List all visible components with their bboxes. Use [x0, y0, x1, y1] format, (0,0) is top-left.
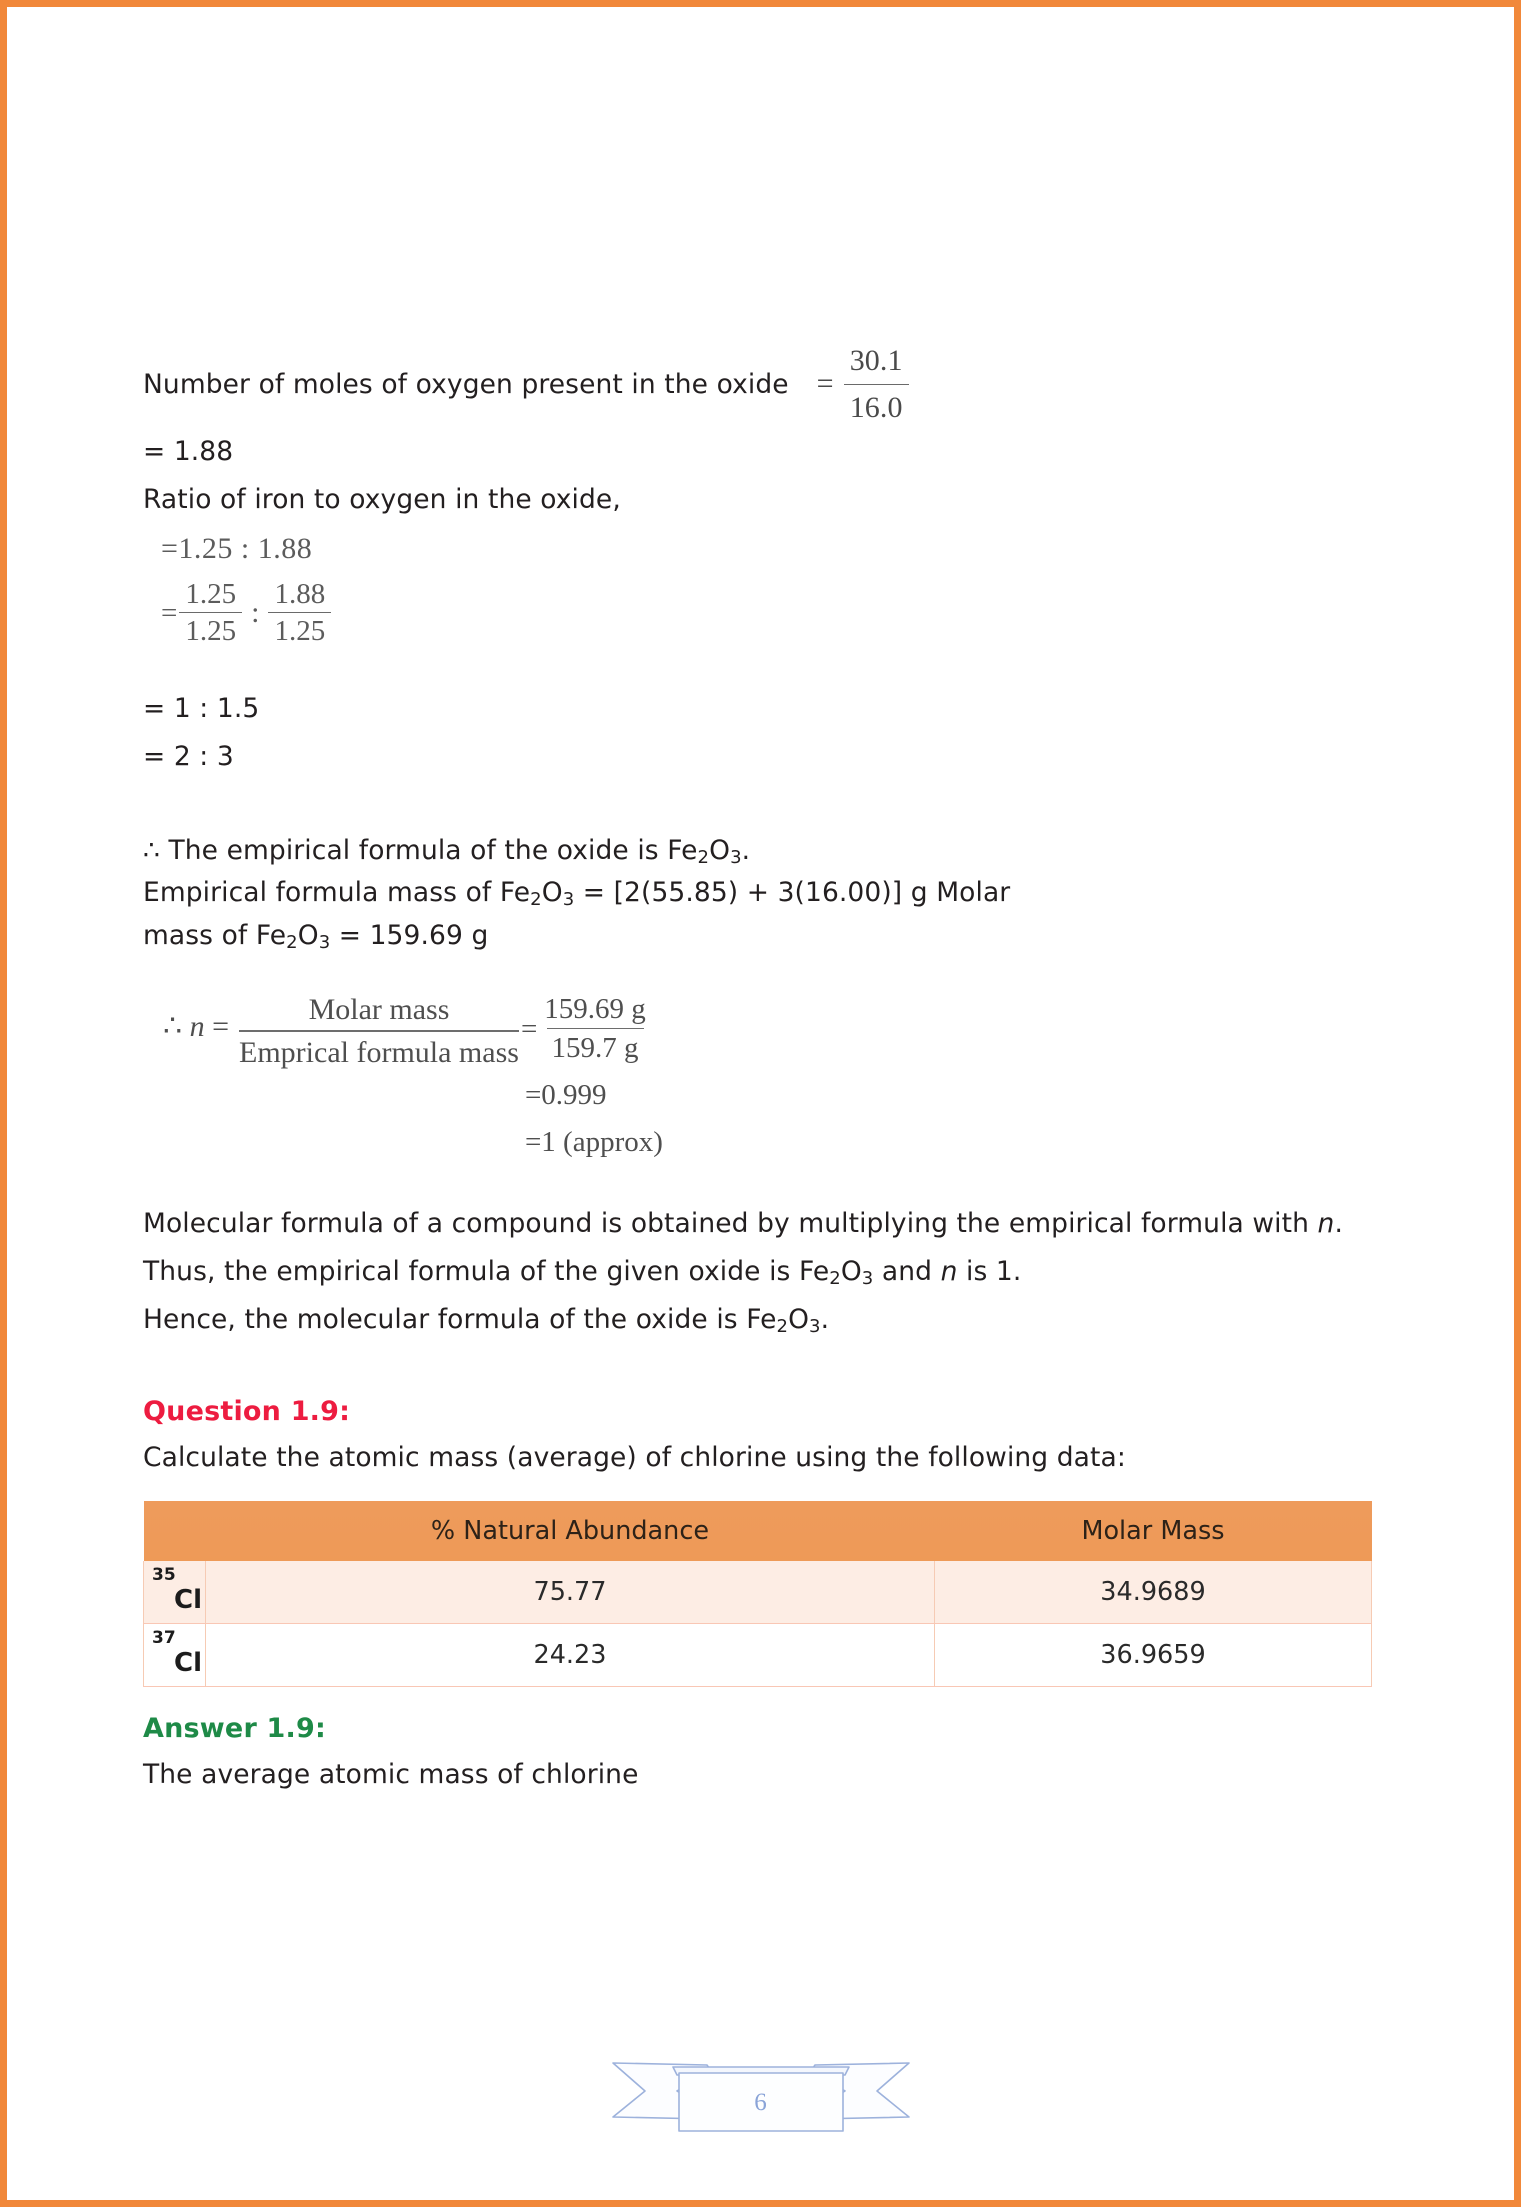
table-header-row: [144, 1501, 1372, 1561]
ratio-label: Ratio of iron to oxygen in the oxide,: [143, 483, 621, 515]
column-header-abundance: % Natural Abundance: [206, 1501, 935, 1561]
n-equation-lead: [163, 973, 229, 1044]
closing-text-2c: is 1.: [957, 1255, 1022, 1287]
oxygen-symbol: O: [709, 834, 731, 866]
n-variable: n: [189, 1010, 205, 1044]
ratio-right-fraction: [268, 578, 331, 648]
fraction-equals: =: [816, 367, 834, 401]
molar-mass-line: [143, 917, 1393, 956]
answer-text: The average atomic mass of chlorine: [143, 1758, 639, 1790]
oxygen-symbol: O: [840, 1255, 862, 1287]
isotope-mass-number: 35: [152, 1564, 176, 1585]
ratio-left-fraction: [179, 578, 242, 648]
n-variable: n: [1317, 1208, 1335, 1240]
oxygen-symbol: O: [788, 1304, 810, 1336]
column-header-isotope: [144, 1501, 206, 1561]
table-row: [144, 1561, 1372, 1624]
column-header-molar-mass: Molar Mass: [935, 1501, 1372, 1561]
molar-mass-text-1: mass of Fe: [143, 919, 287, 951]
empirical-mass-line: [143, 874, 1393, 913]
fraction-numerator: Molar mass: [308, 993, 450, 1027]
question-text: Calculate the atomic mass (average) of chlorine using the following data:: [143, 1441, 1126, 1473]
fraction-numerator: 30.1: [849, 344, 903, 377]
therefore-empirical-line: [143, 832, 1393, 871]
fraction-denominator: 159.7 g: [547, 1028, 644, 1065]
oxygen-symbol: O: [297, 919, 319, 951]
ratio-equals: =: [161, 596, 178, 629]
o-subscript: 3: [809, 1316, 821, 1338]
n-variable: n: [940, 1255, 958, 1287]
closing-line-3: [143, 1301, 1393, 1340]
second-equals: =: [520, 1012, 538, 1045]
molar-mass-text-2: = 159.69 g: [330, 919, 489, 951]
period: .: [1334, 1208, 1343, 1240]
spacer: [143, 786, 1393, 832]
data-table: [143, 1501, 1372, 1687]
fraction-denominator: Emprical formula mass: [239, 1030, 519, 1070]
moles-oxygen-result: = 1.88: [143, 436, 234, 468]
isotope-cell: [144, 1623, 206, 1686]
page-canvas: [7, 7, 1514, 2200]
therefore-symbol: ∴: [163, 1010, 183, 1044]
o-subscript: 3: [318, 931, 331, 953]
n-value-fraction-row: [521, 993, 663, 1065]
question-heading: Question 1.9:: [143, 1395, 351, 1427]
o-subscript: 3: [562, 889, 575, 911]
table-body: [144, 1561, 1372, 1687]
empirical-mass-text-2: = [2(55.85) + 3(16.00)] g Molar: [574, 877, 1011, 909]
ratio-left-numerator: 1.25: [185, 578, 237, 611]
molar-mass-cell: 36.9659: [935, 1623, 1372, 1686]
ratio-line-2: [161, 578, 1393, 648]
closing-text-2a: Thus, the empirical formula of the given oxide is Fe: [143, 1255, 830, 1287]
fe-subscript: 2: [829, 1267, 841, 1289]
ratio-colon: :: [251, 596, 260, 630]
closing-line-1: [143, 1205, 1393, 1243]
page-number-ribbon: [611, 2045, 911, 2137]
spacer: [143, 1350, 1393, 1396]
fraction-denominator: 16.0: [844, 384, 909, 430]
ratio-right-numerator: 1.88: [274, 578, 326, 611]
closing-text-2b: and: [873, 1255, 941, 1287]
molar-over-empirical-fraction: [239, 973, 519, 1070]
period: .: [820, 1304, 830, 1336]
fe-subscript: 2: [776, 1316, 789, 1338]
o-subscript: 3: [730, 846, 742, 868]
abundance-cell: 75.77: [206, 1561, 935, 1624]
closing-line-2: [143, 1253, 1393, 1292]
spacer: [143, 1687, 1393, 1713]
isotope-mass-number: 37: [152, 1627, 176, 1648]
moles-oxygen-fraction: [817, 340, 911, 429]
moles-oxygen-label: Number of moles of oxygen present in the oxide: [143, 368, 789, 400]
table-row: [144, 1623, 1372, 1686]
ratio-right-denominator: 1.25: [268, 612, 331, 648]
answer-heading: Answer 1.9:: [143, 1712, 326, 1744]
abundance-cell: 24.23: [206, 1623, 935, 1686]
n-equals: =: [212, 1010, 230, 1044]
isotope-symbol: Cl: [174, 1584, 202, 1615]
page-number: 6: [754, 2089, 767, 2116]
spacer: [143, 1159, 1393, 1205]
n-result-2: =1 (approx): [524, 1126, 663, 1159]
fe-subscript: 2: [530, 889, 542, 911]
table-header: [144, 1501, 1372, 1561]
fe-subscript: 2: [286, 931, 298, 953]
ratio-result-1: = 1 : 1.5: [143, 693, 260, 725]
fe-subscript: 2: [697, 846, 710, 868]
oxygen-symbol: O: [541, 877, 563, 909]
empirical-mass-text-1: Empirical formula mass of Fe: [143, 877, 531, 909]
ratio-left-denominator: 1.25: [179, 612, 242, 648]
ratio-result-2: = 2 : 3: [143, 741, 234, 773]
fraction-numerator: 159.69 g: [544, 993, 646, 1026]
ratio-results: [143, 690, 1393, 775]
molar-mass-cell: 34.9689: [935, 1561, 1372, 1624]
ratio-line-1: =1.25 : 1.88: [161, 532, 313, 566]
n-equation-block: [163, 973, 1393, 1159]
n-result-1: =0.999: [524, 1079, 607, 1112]
closing-text-1: Molecular formula of a compound is obtained by multiplying the empirical formula with: [143, 1208, 1318, 1240]
ratio-block: [161, 532, 1393, 648]
isotope-symbol: Cl: [174, 1647, 202, 1678]
period: .: [741, 834, 751, 866]
therefore-text: The empirical formula of the oxide is Fe: [168, 834, 698, 866]
closing-text-3a: Hence, the molecular formula of the oxide is Fe: [143, 1304, 777, 1336]
chlorine-isotope-table: [143, 1501, 1365, 1687]
n-equation-right: [521, 973, 663, 1159]
isotope-cell: [144, 1561, 206, 1624]
o-subscript: 3: [861, 1267, 874, 1289]
moles-oxygen-line: [143, 340, 1393, 429]
fraction: [844, 340, 909, 429]
therefore-symbol: ∴: [143, 834, 160, 866]
value-fraction: [539, 993, 651, 1065]
document-content: [143, 340, 1393, 1803]
